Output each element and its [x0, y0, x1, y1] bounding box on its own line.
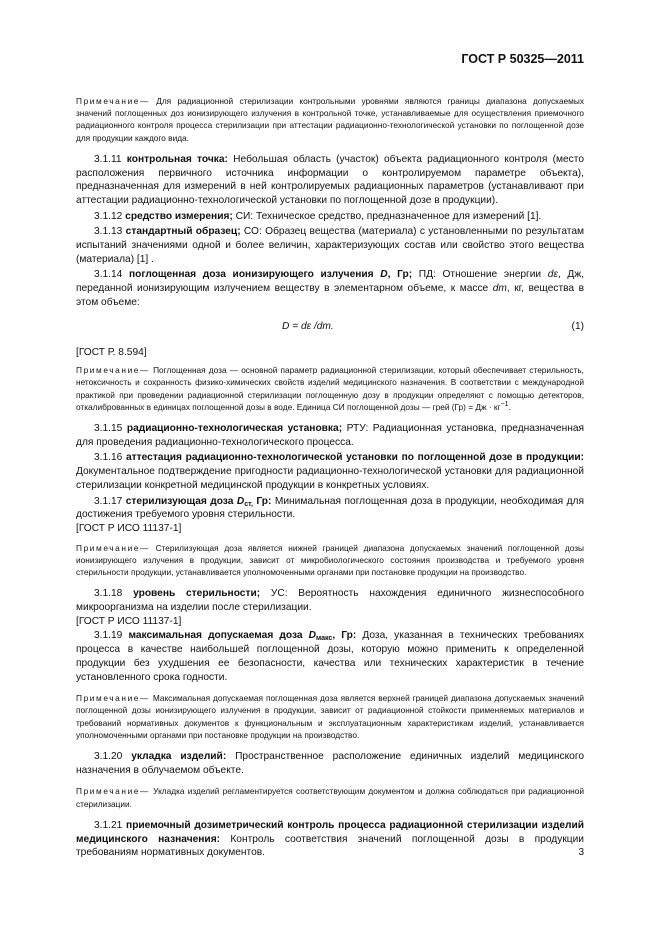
- term-number: 3.1.18: [94, 588, 134, 600]
- term-definition-2: , Дж, переданной ионизирующим излучением веществу в элементарном объеме, к массе: [76, 269, 584, 295]
- term-definition: Минимальная поглощенная доза в продукции, необходимая для достижения требуемого уровня стерильности.: [76, 495, 584, 521]
- term-number: 3.1.21: [94, 819, 127, 831]
- term-definition: ПД: Отношение энергии: [412, 269, 548, 281]
- term-name: стандартный образец;: [125, 226, 241, 238]
- term-definition: Документальное подтверждение пригодности радиационно-технологической установки для радиационной стерилизации конкретной медицинской продукции в конкретных условиях.: [76, 466, 584, 491]
- term-3-1-18: [76, 587, 584, 614]
- mass-variable: dm: [492, 283, 507, 295]
- note-heading: Примечание—: [76, 693, 150, 704]
- reference-gost-8-594: [ГОСТ Р. 8.594]: [76, 346, 147, 358]
- reference-iso-11137-1: [ГОСТ Р ИСО 11137-1]: [76, 615, 182, 627]
- note-text: Для радиационной стерилизации контрольными уровнями являются границы диапазона допускаемых значений поглощенных доз ионизирующего излучения в контрольной точке, устанавливаемые для осуществления приемочного радиационного контроля процесса стерилизации при аттестации радиационно-технологической установки по поглощенной дозе для продукции каждого вида.: [76, 96, 584, 143]
- term-name: аттестация радиационно-технологической установки по поглощенной дозе в продукции:: [126, 452, 584, 464]
- term-3-1-12: [76, 210, 584, 224]
- term-3-1-14: [76, 268, 584, 309]
- formula-number: (1): [571, 320, 584, 332]
- term-number: 3.1.14: [94, 269, 129, 281]
- term-number: 3.1.16: [94, 452, 126, 464]
- term-3-1-19: [76, 629, 584, 684]
- term-subscript: ст,: [244, 500, 253, 508]
- note-sterilizing-dose: [76, 542, 584, 579]
- note-heading: Примечание—: [76, 786, 150, 797]
- document-code: ГОСТ Р 50325—2011: [461, 52, 584, 66]
- term-number: 3.1.11: [94, 153, 127, 165]
- term-definition: СИ: Техническое средство, предназначенное для измерений [1].: [232, 210, 542, 222]
- note-text: Стерилизующая доза является нижней границей диапазона допускаемых значений поглощенной дозы ионизирующего излучения в продукции, зависит от микробиологического состояния производства и требуемого уровня стерильности продукции, устанавливается уполномоченными органами при постановке продукции на производство.: [76, 542, 584, 578]
- term-unit: , Гр;: [387, 269, 413, 281]
- energy-variable: dε: [547, 269, 558, 281]
- term-name: стерилизующая доза: [125, 495, 237, 507]
- formula-expression: D = dε /dm.: [282, 320, 334, 332]
- note-text: Максимальная допускаемая поглощенная доза является верхней границей диапазона допускаемых значений поглощенной дозы ионизирующего излучения в продукции, зависит от радиационной стойкости применяемых материалов и требований нормативных документов к функциональным и эксплуатационным характеристикам изделий, устанавливается уполномоченными органами при постановке продукции на производство.: [76, 693, 584, 740]
- term-number: 3.1.13: [94, 226, 126, 238]
- term-definition: УС: Вероятность нахождения единичного жизнеспособного микроорганизма на изделии после стерилизации.: [76, 588, 584, 613]
- term-3-1-20: [76, 750, 584, 777]
- note-end: .: [508, 401, 511, 412]
- term-definition: Доза, указанная в технических требованиях процесса в качестве наибольшей поглощенной дозы, которую можно применить к определенной продукции без ухудшения ее безопасности, качества или технических характеристик в течение установленного срока годности.: [76, 630, 584, 683]
- term-definition: СО: Образец вещества (материала) с установленными по результатам испытаний значениями одной и более величин, характеризующих состав или свойство этого вещества (материала) [1] .: [76, 226, 585, 265]
- term-definition: РТУ: Радиационная установка, предназначенная для проведения радиационно-технологического процесса.: [76, 423, 584, 448]
- page-content: [76, 95, 584, 860]
- term-unit: , Гр:: [332, 630, 357, 642]
- term-number: 3.1.19: [94, 630, 129, 642]
- note-heading: Примечание—: [76, 96, 150, 106]
- term-name: уровень стерильности;: [133, 588, 261, 600]
- term-unit: Гр:: [252, 495, 272, 507]
- term-subscript: макс: [316, 635, 333, 643]
- note-item-placement: [76, 785, 584, 809]
- term-number: 3.1.12: [94, 210, 126, 222]
- term-3-1-13: [76, 225, 584, 266]
- formula-1: [76, 320, 584, 334]
- term-3-1-15: [76, 422, 584, 449]
- page-number: 3: [578, 847, 584, 858]
- term-number: 3.1.15: [94, 423, 127, 435]
- term-variable: D: [236, 495, 245, 507]
- term-definition-3: , кг, вещества в этом объеме:: [76, 283, 584, 308]
- term-variable: D: [380, 269, 388, 281]
- term-name: средство измерения;: [125, 210, 233, 222]
- term-number: 3.1.17: [94, 495, 126, 507]
- note-absorbed-dose: [76, 364, 584, 413]
- term-name: контрольная точка:: [126, 153, 228, 165]
- term-3-1-11: [76, 153, 584, 208]
- unit-exponent: −1: [500, 401, 509, 409]
- note-text: Поглощенная доза — основной параметр радиационной стерилизации, который обеспечивает стерильность, нетоксичность и сохранность физико-химических свойств изделий медицинского назначения. В соответствии с международной практикой при проведении радиационной стерилизации поглощенную дозу в продукции определяют с помощью детекторов, откалиброванных в единицах поглощенной дозы в воде. Единица СИ поглощенной дозы — грей (Гр) = Дж · кг: [76, 365, 584, 412]
- term-3-1-21: [76, 819, 584, 860]
- term-definition: Небольшая область (участок) объекта радиационного контроля (место расположения первичного источника информации о контролируемом параметре объекта), предназначенная для измерений в ней контролируемых радиационных параметров (устанавливают при аттестации радиационно-технологической установки по поглощенной дозе в продукции).: [76, 153, 584, 206]
- term-3-1-16: [76, 451, 584, 492]
- term-number: 3.1.20: [94, 751, 132, 763]
- term-name: укладка изделий:: [131, 751, 227, 763]
- note-maximum-dose: [76, 692, 584, 741]
- term-definition: Пространственное расположение единичных изделий медицинского назначения в облучаемом объекте.: [76, 751, 584, 776]
- term-definition: Контроль соответствия значений поглощенной дозы в продукции требованиям нормативных документов.: [76, 833, 585, 859]
- term-name: радиационно-технологическая установка;: [126, 423, 343, 435]
- term-3-1-17: [76, 495, 584, 522]
- note-heading: Примечание—: [76, 542, 150, 553]
- term-name: максимальная допускаемая доза: [128, 630, 309, 642]
- term-variable: D: [308, 630, 317, 642]
- note-control-levels: [76, 95, 584, 144]
- reference-iso-11137-1: [ГОСТ Р ИСО 11137-1]: [76, 522, 182, 534]
- term-name: поглощенная доза ионизирующего излучения: [128, 269, 381, 281]
- note-text: Укладка изделий регламентируется соответствующим документом и должна соблюдаться при радиационной стерилизации.: [76, 786, 584, 809]
- note-heading: Примечание—: [76, 365, 150, 376]
- term-name: приемочный дозиметрический контроль процесса радиационной стерилизации изделий медицинского назначения:: [76, 819, 585, 845]
